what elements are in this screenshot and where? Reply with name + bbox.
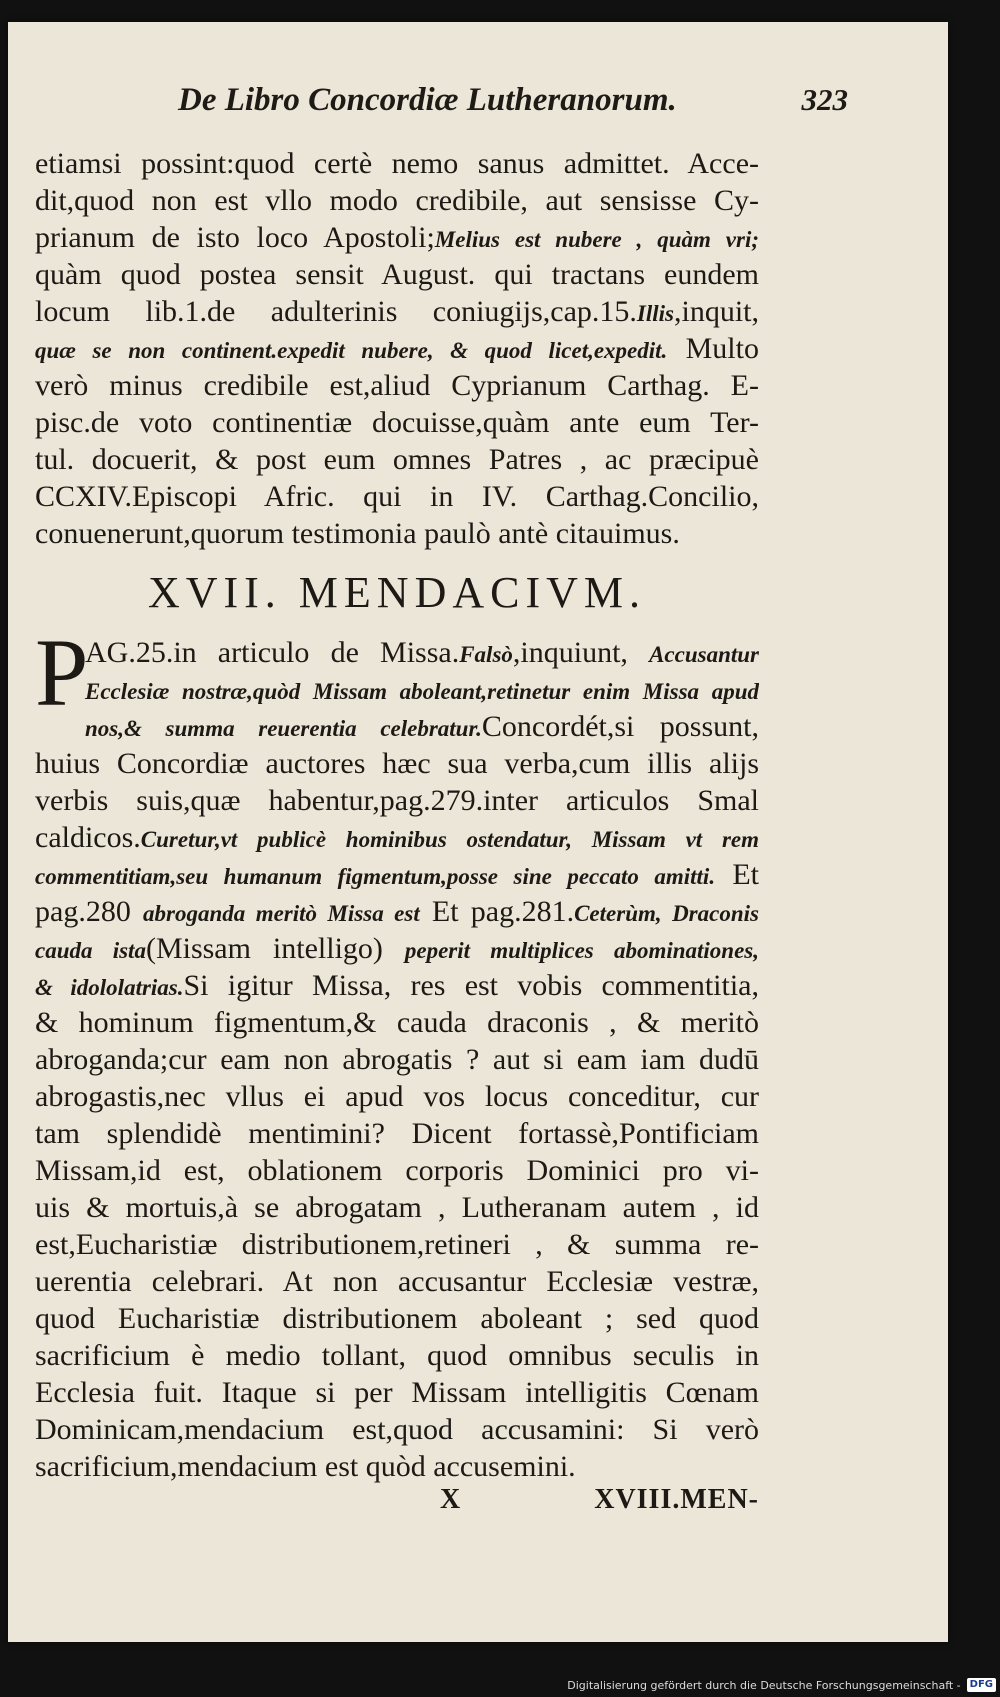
roman-segment: huius Concordiæ auctores hæc sua verba,cum illis alijs xyxy=(35,747,759,780)
italic-segment: commentitiam,seu humanum figmentum,posse sine peccato amitti. xyxy=(35,864,716,889)
page-header xyxy=(108,82,848,132)
italic-segment: Falsò xyxy=(459,642,513,667)
roman-segment: AG.25.in articulo de Missa. xyxy=(85,636,460,669)
digitization-footer xyxy=(567,1677,996,1693)
roman-segment: Concordét,si possunt, xyxy=(481,710,759,743)
text-line xyxy=(35,1004,759,1041)
text-line xyxy=(35,856,759,893)
text-line xyxy=(35,634,759,671)
text-line xyxy=(35,1152,759,1189)
roman-segment: Multo xyxy=(667,332,759,365)
roman-segment: pag.280 xyxy=(35,895,144,928)
catchword: XVIII.MEN- xyxy=(594,1484,759,1515)
roman-segment: uerentia celebrari. At non accusantur Ecclesiæ vestræ, xyxy=(35,1265,759,1298)
text-line xyxy=(35,1263,759,1300)
text-line xyxy=(35,1041,759,1078)
page-number: 323 xyxy=(801,82,848,117)
italic-segment: peperit multiplices abominationes, xyxy=(404,938,759,963)
roman-segment: abrogastis,nec vllus ei apud vos locus conceditur, cur xyxy=(35,1080,759,1113)
text-line xyxy=(35,515,759,552)
text-line xyxy=(35,893,759,930)
italic-segment: abroganda meritò Missa est xyxy=(143,901,420,926)
funding-notice: Digitalisierung gefördert durch die Deutsche Forschungsgemeinschaft - xyxy=(567,1678,961,1692)
text-line xyxy=(35,1189,759,1226)
roman-segment: verbis suis,quæ habentur,pag.279.inter articulos Smal xyxy=(35,784,759,817)
text-line xyxy=(35,441,759,478)
roman-segment: ,inquit, xyxy=(673,295,759,328)
roman-segment: CCXIV.Episcopi Afric. qui in IV. Carthag.Concilio, xyxy=(35,480,759,513)
text-line xyxy=(35,708,759,745)
running-title: De Libro Concordiæ Lutheranorum. xyxy=(178,82,677,118)
text-line xyxy=(35,1411,759,1448)
roman-segment: (Missam intelligo) xyxy=(145,932,405,965)
italic-segment: Accusantur xyxy=(649,642,759,667)
text-line xyxy=(35,1300,759,1337)
italic-segment: Ceterùm, Draconis xyxy=(574,901,759,926)
text-line xyxy=(35,930,759,967)
roman-segment: dit,quod non est vllo modo credibile, aut sensisse Cy- xyxy=(35,184,759,217)
text-line xyxy=(35,1115,759,1152)
text-line xyxy=(35,1078,759,1115)
italic-segment: quæ se non continent.expedit nubere, & quod licet,expedit. xyxy=(35,338,668,363)
roman-segment: Ecclesia fuit. Itaque si per Missam intelligitis Cœnam xyxy=(35,1376,759,1409)
text-line xyxy=(35,745,759,782)
roman-segment: Et xyxy=(715,858,759,891)
text-line xyxy=(35,478,759,515)
text-line xyxy=(35,182,759,219)
roman-segment: & hominum figmentum,& cauda draconis , & meritò xyxy=(35,1006,759,1039)
text-line xyxy=(35,330,759,367)
italic-segment: Melius est nubere , quàm vri; xyxy=(434,227,759,252)
text-line xyxy=(35,671,759,708)
text-line xyxy=(35,967,759,1004)
text-line xyxy=(35,293,759,330)
signature-mark: X xyxy=(440,1484,461,1515)
text-line xyxy=(35,1374,759,1411)
italic-segment: cauda ista xyxy=(35,938,146,963)
roman-segment: sacrificium è medio tollant, quod omnibus seculis in xyxy=(35,1339,759,1372)
roman-segment: etiamsi possint:quod certè nemo sanus admittet. Acce- xyxy=(35,147,759,180)
text-line xyxy=(35,1226,759,1263)
roman-segment: ,inquiunt, xyxy=(512,636,650,669)
roman-segment: caldicos. xyxy=(35,821,141,854)
dfg-logo: DFG xyxy=(967,1678,996,1692)
page-footer-catchwords xyxy=(35,1484,759,1524)
roman-segment: prianum de isto loco Apostoli; xyxy=(35,221,435,254)
roman-segment: Et pag.281. xyxy=(419,895,575,928)
book-page xyxy=(8,22,948,1642)
italic-segment: Curetur,vt publicè hominibus ostendatur, Missam vt rem xyxy=(140,827,759,852)
roman-segment: verò minus credibile est,aliud Cyprianum Carthag. E- xyxy=(35,369,759,402)
roman-segment: Missam,id est, oblationem corporis Dominici pro vi- xyxy=(35,1154,759,1187)
text-line xyxy=(35,367,759,404)
roman-segment: sacrificium,mendacium est quòd accusemini. xyxy=(35,1450,576,1483)
section-heading: XVII. MENDACIVM. xyxy=(147,568,647,617)
roman-segment: conuenerunt,quorum testimonia paulò antè citauimus. xyxy=(35,517,680,550)
text-block-main xyxy=(35,619,759,1485)
text-line xyxy=(35,404,759,441)
text-line xyxy=(35,256,759,293)
roman-segment: tul. docuerit, & post eum omnes Patres , ac præcipuè xyxy=(35,443,759,476)
text-block-top xyxy=(35,145,759,552)
roman-segment: uis & mortuis,à se abrogatam , Lutheranam autem , id xyxy=(35,1191,759,1224)
italic-segment: nos,& summa reuerentia celebratur. xyxy=(85,716,482,741)
roman-segment: abroganda;cur eam non abrogatis ? aut si eam iam dudū xyxy=(35,1043,759,1076)
text-line xyxy=(35,1448,759,1485)
text-line xyxy=(35,819,759,856)
drop-cap: P xyxy=(35,619,89,726)
roman-segment: locum lib.1.de adulterinis coniugijs,cap.15. xyxy=(35,295,637,328)
italic-segment: Illis xyxy=(636,301,674,326)
roman-segment: est,Eucharistiæ distributionem,retineri , & summa re- xyxy=(35,1228,759,1261)
roman-segment: Dominicam,mendacium est,quod accusamini: Si verò xyxy=(35,1413,759,1446)
roman-segment: quàm quod postea sensit August. qui tractans eundem xyxy=(35,258,759,291)
text-line xyxy=(35,1337,759,1374)
italic-segment: & idololatrias. xyxy=(35,975,184,1000)
roman-segment: quod Eucharistiæ distributionem aboleant ; sed quod xyxy=(35,1302,759,1335)
roman-segment: pisc.de voto continentiæ docuisse,quàm ante eum Ter- xyxy=(35,406,759,439)
text-line xyxy=(35,219,759,256)
roman-segment: tam splendidè mentimini? Dicent fortassè,Pontificiam xyxy=(35,1117,759,1150)
text-line xyxy=(35,782,759,819)
text-line xyxy=(35,145,759,182)
roman-segment: Si igitur Missa, res est vobis commentitia, xyxy=(183,969,759,1002)
italic-segment: Ecclesiæ nostræ,quòd Missam aboleant,retinetur enim Missa apud xyxy=(85,679,759,704)
